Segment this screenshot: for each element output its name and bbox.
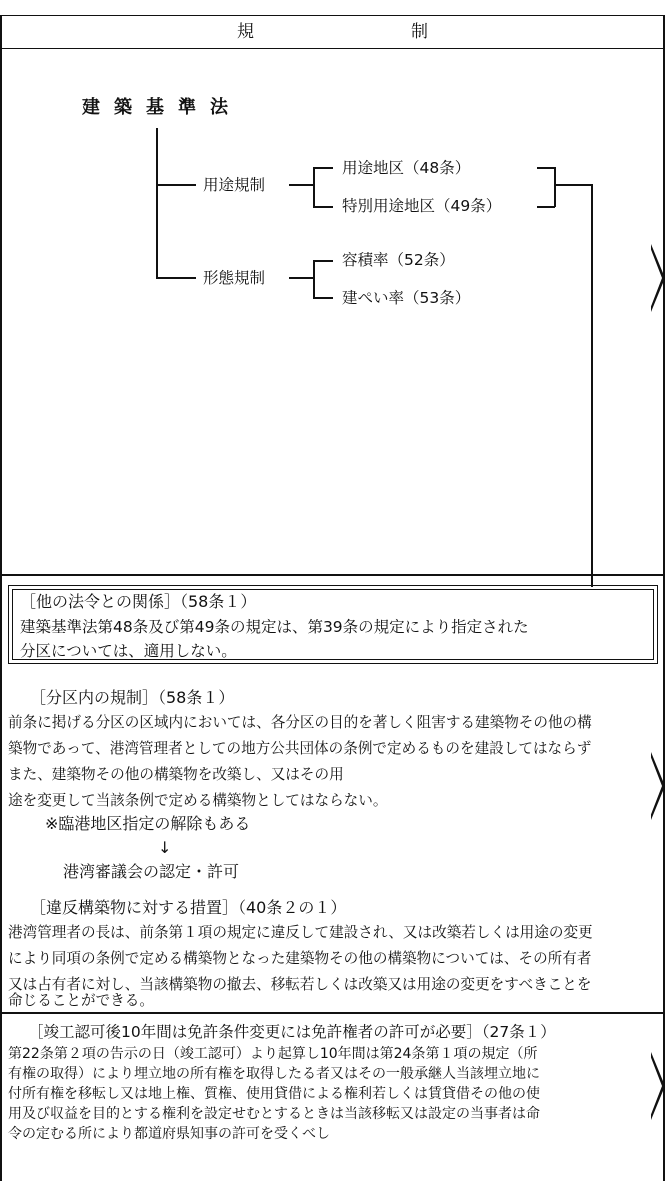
right-arrow-icon (651, 752, 665, 820)
district-heading: ［分区内の規制］（58条１） (30, 688, 235, 707)
violation-line: 港湾管理者の長は、前条第１項の規定に違反して建設され、又は改築若しくは用途の変更 (8, 924, 593, 941)
license-line: 令の定むる所により都道府県知事の許可を受くべし (8, 1126, 330, 1142)
violation-heading: ［違反構築物に対する措置］（40条２の１） (30, 898, 347, 917)
sub-connector-use (289, 184, 313, 186)
relation-line: 分区については、適用しない。 (20, 642, 237, 660)
district-note: ※臨港地区指定の解除もある (45, 814, 251, 833)
license-line: 用及び収益を目的とする権利を設定せむとするときは当該移転又は設定の当事者は命 (8, 1106, 540, 1122)
violation-line: により同項の条例で定める構築物となった建築物その他の構築物については、その所有者 (8, 950, 592, 967)
separator-1 (0, 574, 665, 576)
sub-branch-use-1 (313, 167, 333, 169)
page-title: 規 制 (0, 15, 665, 49)
tree-branch-1 (156, 184, 196, 186)
branch-label-use: 用途規制 (203, 176, 266, 194)
district-line: また、建築物その他の構築物を改築し、又はその用 (8, 766, 344, 783)
district-line: 前条に掲げる分区の区域内においては、各分区の目的を著しく阻害する建築物その他の構 (8, 714, 592, 731)
district-result: 港湾審議会の認定・許可 (63, 862, 240, 881)
down-arrow-icon: ↓ (158, 838, 172, 857)
bracket-side (554, 167, 556, 207)
license-line: 付所有権を移転し又は地上権、質権、使用貸借による権利若しくは賃貸借その他の使 (8, 1086, 540, 1102)
item-kenpeiritsu: 建ぺい率（53条） (342, 289, 471, 307)
sub-trunk-use (313, 167, 315, 207)
relation-line: 建築基準法第48条及び第49条の規定は、第39条の規定により指定された (20, 618, 529, 636)
violation-line: 又は占有者に対し、当該構築物の撤去、移転若しくは改築又は用途の変更をすべきことを (8, 976, 592, 993)
license-heading: ［竣工認可後10年間は免許条件変更には免許権者の許可が必要］（27条１） (28, 1023, 556, 1041)
item-tokubetsu-youto-chiku: 特別用途地区（49条） (342, 197, 502, 215)
frame-right (663, 15, 665, 1181)
item-yosekiritsu: 容積率（52条） (342, 251, 455, 269)
license-line: 有権の取得）により埋立地の所有権を取得したる者又はその一般承継人当該埋立地に (8, 1066, 540, 1082)
right-arrow-icon (651, 1052, 665, 1120)
sub-branch-use-2 (313, 206, 333, 208)
item-youto-chiku: 用途地区（48条） (342, 159, 471, 177)
sub-trunk-form (313, 260, 315, 298)
district-line: 築物であって、港湾管理者としての地方公共団体の条例で定めるものを建設してはならず (8, 740, 592, 757)
bracket-top (537, 167, 555, 169)
sub-branch-form-2 (313, 297, 333, 299)
relation-heading: ［他の法令との関係］（58条１） (20, 592, 257, 611)
connector-down (591, 184, 593, 587)
right-arrow-icon (651, 244, 665, 312)
license-line: 第22条第２項の告示の日（竣工認可）より起算し10年間は第24条第１項の規定（所 (8, 1046, 538, 1062)
tree-branch-2 (156, 277, 196, 279)
bracket-out (554, 184, 592, 186)
bracket-bottom (537, 206, 555, 208)
violation-line: 命じることができる。 (8, 992, 154, 1009)
sub-connector-form (289, 277, 313, 279)
frame-left (0, 15, 2, 1181)
branch-label-form: 形態規制 (203, 269, 266, 287)
law-title: 建築基準法 (82, 97, 242, 118)
tree-trunk (156, 128, 158, 278)
sub-branch-form-1 (313, 260, 333, 262)
district-line: 途を変更して当該条例で定める構築物としてはならない。 (8, 792, 388, 809)
